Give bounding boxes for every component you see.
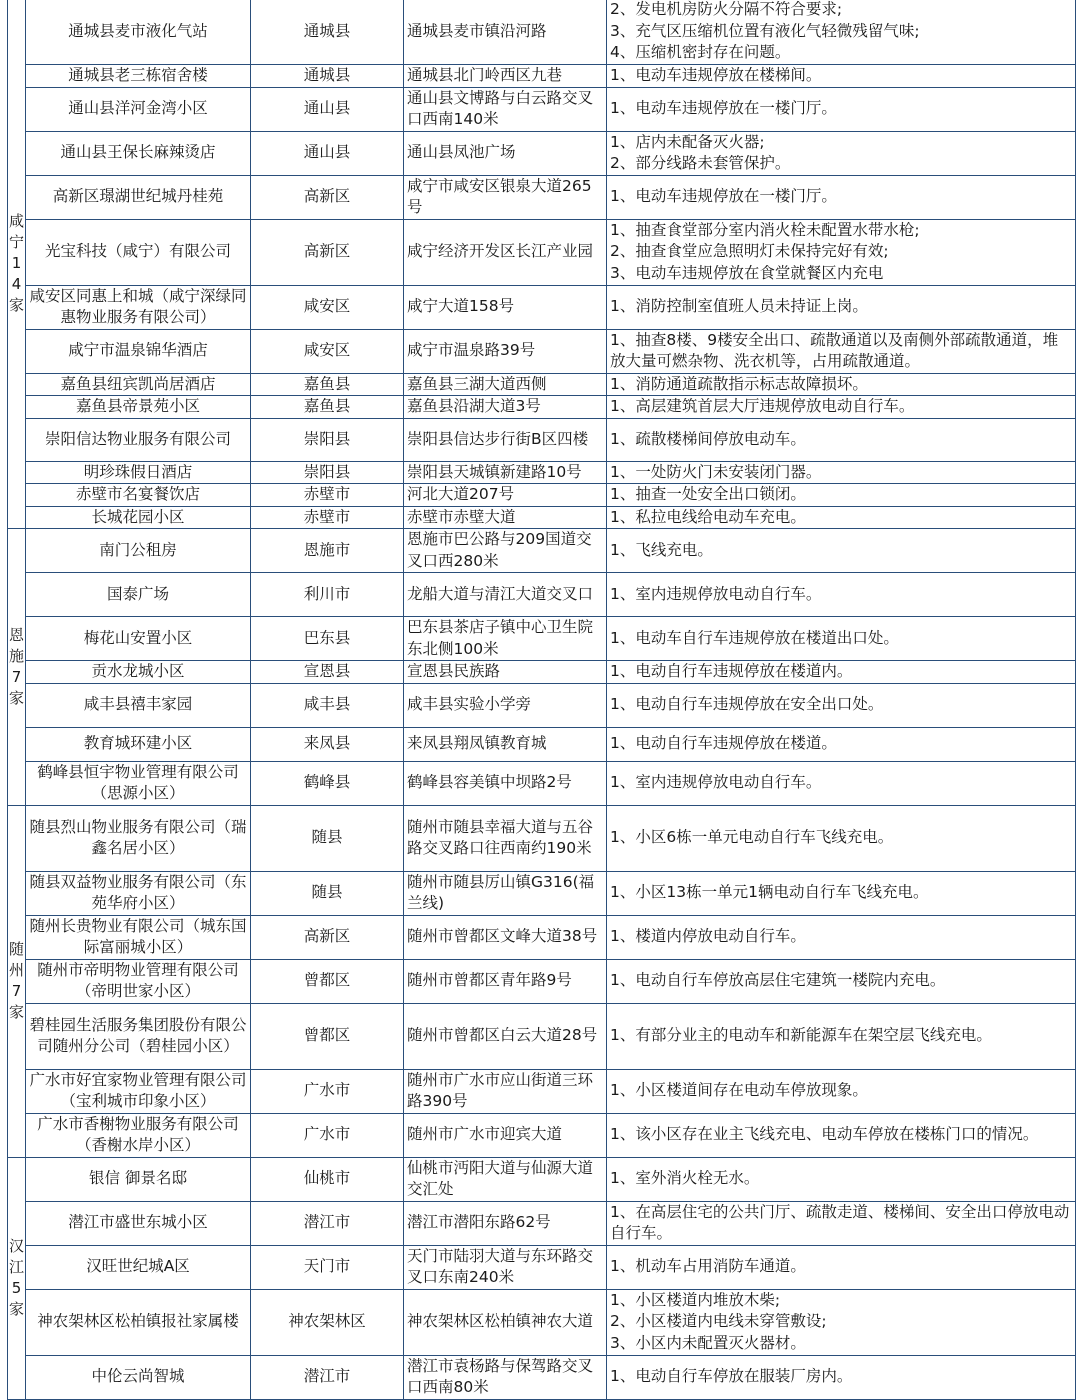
table-row — [8, 915, 1076, 959]
county-cell: 高新区 — [251, 219, 404, 285]
unit-name-cell: 咸安区同惠上和城（咸宁深绿同惠物业服务有限公司） — [26, 285, 251, 329]
address-cell: 赤壁市赤壁大道 — [404, 506, 607, 529]
issues-cell: 1、电动车自行车违规停放在楼道出口处。 — [607, 617, 1076, 661]
table-row — [8, 871, 1076, 915]
unit-name-cell: 通山县洋河金湾小区 — [26, 87, 251, 131]
table-row — [8, 461, 1076, 484]
issues-cell: 1、疏散楼梯间停放电动车。 — [607, 418, 1076, 461]
address-cell: 崇阳县天城镇新建路10号 — [404, 461, 607, 484]
unit-name-cell: 崇阳信达物业服务有限公司 — [26, 418, 251, 461]
unit-name-cell: 银信 御景名邸 — [26, 1157, 251, 1201]
table-row — [8, 219, 1076, 285]
table-row — [8, 175, 1076, 219]
table-row — [8, 1201, 1076, 1245]
unit-name-cell: 碧桂园生活服务集团股份有限公司随州分公司（碧桂园小区） — [26, 1003, 251, 1069]
county-cell: 通城县 — [251, 65, 404, 88]
issues-cell: 1、电动自行车违规停放在安全出口处。 — [607, 683, 1076, 727]
table-row — [8, 506, 1076, 529]
table-row — [8, 418, 1076, 461]
address-cell: 随州市曾都区文峰大道38号 — [404, 915, 607, 959]
unit-name-cell: 通城县麦市液化气站 — [26, 0, 251, 65]
address-cell: 潜江市潜阳东路62号 — [404, 1201, 607, 1245]
county-cell: 神农架林区 — [251, 1289, 404, 1355]
address-cell: 宣恩县民族路 — [404, 661, 607, 684]
address-cell: 通山县凤池广场 — [404, 131, 607, 175]
table-row — [8, 959, 1076, 1003]
table-row — [8, 131, 1076, 175]
address-cell: 随州市曾都区青年路9号 — [404, 959, 607, 1003]
issues-cell: 1、室外消火栓无水。 — [607, 1157, 1076, 1201]
table-row — [8, 1245, 1076, 1289]
county-cell: 利川市 — [251, 573, 404, 617]
county-cell: 嘉鱼县 — [251, 373, 404, 396]
county-cell: 咸丰县 — [251, 683, 404, 727]
issues-cell: 1、消防控制室值班人员未持证上岗。 — [607, 285, 1076, 329]
region-cell — [8, 0, 26, 529]
address-cell: 通城县北门岭西区九巷 — [404, 65, 607, 88]
issues-cell: 1、小区6栋一单元电动自行车飞线充电。 — [607, 805, 1076, 871]
region-label: 恩施7家 — [8, 625, 24, 707]
county-cell: 广水市 — [251, 1069, 404, 1113]
address-cell: 通山县文博路与白云路交叉口西南140米 — [404, 87, 607, 131]
inspection-table — [7, 0, 1076, 1400]
unit-name-cell: 汉旺世纪城A区 — [26, 1245, 251, 1289]
unit-name-cell: 贡水龙城小区 — [26, 661, 251, 684]
address-cell: 随州市曾都区白云大道28号 — [404, 1003, 607, 1069]
table-row — [8, 87, 1076, 131]
address-cell: 通城县麦市镇沿河路 — [404, 0, 607, 65]
county-cell: 通山县 — [251, 87, 404, 131]
issues-cell: 1、抽查8楼、9楼安全出口、疏散通道以及南侧外部疏散通道，堆放大量可燃杂物、洗衣机等，占用疏散通道。 — [607, 329, 1076, 373]
county-cell: 仙桃市 — [251, 1157, 404, 1201]
unit-name-cell: 通山县王保长麻辣烫店 — [26, 131, 251, 175]
table-row — [8, 529, 1076, 573]
unit-name-cell: 高新区璟湖世纪城丹桂苑 — [26, 175, 251, 219]
issues-cell: 1、消防通道疏散指示标志故障损坏。 — [607, 373, 1076, 396]
unit-name-cell: 随州市帝明物业管理有限公司（帝明世家小区） — [26, 959, 251, 1003]
table-row — [8, 484, 1076, 507]
region-cell — [8, 1157, 26, 1399]
address-cell: 嘉鱼县三湖大道西侧 — [404, 373, 607, 396]
region-cell — [8, 529, 26, 806]
county-cell: 宣恩县 — [251, 661, 404, 684]
table-row — [8, 761, 1076, 805]
unit-name-cell: 神农架林区松柏镇报社家属楼 — [26, 1289, 251, 1355]
county-cell: 广水市 — [251, 1113, 404, 1157]
unit-name-cell: 随县双益物业服务有限公司（东苑华府小区） — [26, 871, 251, 915]
table-row — [8, 617, 1076, 661]
address-cell: 潜江市袁杨路与保驾路交叉口西南80米 — [404, 1355, 607, 1399]
table-row — [8, 573, 1076, 617]
issues-cell: 1、室内违规停放电动自行车。 — [607, 573, 1076, 617]
county-cell: 潜江市 — [251, 1355, 404, 1399]
issues-cell: 1、抽查一处安全出口锁闭。 — [607, 484, 1076, 507]
county-cell: 高新区 — [251, 175, 404, 219]
issues-cell: 1、电动自行车违规停放在楼道内。 — [607, 661, 1076, 684]
unit-name-cell: 随州长贵物业有限公司（城东国际富丽城小区） — [26, 915, 251, 959]
table-row — [8, 1003, 1076, 1069]
county-cell: 嘉鱼县 — [251, 396, 404, 419]
unit-name-cell: 通城县老三栋宿舍楼 — [26, 65, 251, 88]
unit-name-cell: 梅花山安置小区 — [26, 617, 251, 661]
county-cell: 咸安区 — [251, 285, 404, 329]
unit-name-cell: 嘉鱼县纽宾凯尚居酒店 — [26, 373, 251, 396]
unit-name-cell: 广水市香榭物业服务有限公司（香榭水岸小区） — [26, 1113, 251, 1157]
county-cell: 崇阳县 — [251, 418, 404, 461]
issues-cell: 1、机动车占用消防车通道。 — [607, 1245, 1076, 1289]
unit-name-cell: 教育城环建小区 — [26, 727, 251, 761]
address-cell: 恩施市巴公路与209国道交叉口西280米 — [404, 529, 607, 573]
table-row — [8, 1289, 1076, 1355]
address-cell: 巴东县茶店子镇中心卫生院东北侧100米 — [404, 617, 607, 661]
county-cell: 来凤县 — [251, 727, 404, 761]
county-cell: 恩施市 — [251, 529, 404, 573]
table-row — [8, 1069, 1076, 1113]
issues-cell: 1、电动车违规停放在楼梯间。 — [607, 65, 1076, 88]
address-cell: 龙船大道与清江大道交叉口 — [404, 573, 607, 617]
issues-cell: 1、电动车违规停放在一楼门厅。 — [607, 175, 1076, 219]
issues-cell: 1、室内违规停放电动自行车。 — [607, 761, 1076, 805]
region-label: 随州7家 — [8, 940, 24, 1021]
county-cell: 高新区 — [251, 915, 404, 959]
county-cell: 巴东县 — [251, 617, 404, 661]
issues-cell: 1、高层建筑首层大厅违规停放电动自行车。 — [607, 396, 1076, 419]
table-row — [8, 329, 1076, 373]
issues-cell: 1、私拉电线给电动车充电。 — [607, 506, 1076, 529]
address-cell: 天门市陆羽大道与东环路交叉口东南240米 — [404, 1245, 607, 1289]
unit-name-cell: 长城花园小区 — [26, 506, 251, 529]
region-cell — [8, 805, 26, 1157]
table-row — [8, 285, 1076, 329]
county-cell: 随县 — [251, 871, 404, 915]
issues-cell: 1、小区楼道内堆放木柴; 2、小区楼道内电线未穿管敷设; 3、小区内未配置灭火器材。 — [607, 1289, 1076, 1355]
issues-cell: 1、电动自行车停放高层住宅建筑一楼院内充电。 — [607, 959, 1076, 1003]
county-cell: 崇阳县 — [251, 461, 404, 484]
address-cell: 神农架林区松柏镇神农大道 — [404, 1289, 607, 1355]
unit-name-cell: 南门公租房 — [26, 529, 251, 573]
county-cell: 咸安区 — [251, 329, 404, 373]
address-cell: 嘉鱼县沿湖大道3号 — [404, 396, 607, 419]
table-row — [8, 1113, 1076, 1157]
table-row — [8, 805, 1076, 871]
table-row — [8, 65, 1076, 88]
unit-name-cell: 国泰广场 — [26, 573, 251, 617]
table-row — [8, 1355, 1076, 1399]
unit-name-cell: 潜江市盛世东城小区 — [26, 1201, 251, 1245]
issues-cell: 1、飞线充电。 — [607, 529, 1076, 573]
address-cell: 咸宁经济开发区长江产业园 — [404, 219, 607, 285]
unit-name-cell: 赤壁市名宴餐饮店 — [26, 484, 251, 507]
county-cell: 曾都区 — [251, 1003, 404, 1069]
table-row — [8, 396, 1076, 419]
address-cell: 来凤县翔凤镇教育城 — [404, 727, 607, 761]
issues-cell: 1、有部分业主的电动车和新能源车在架空层飞线充电。 — [607, 1003, 1076, 1069]
address-cell: 河北大道207号 — [404, 484, 607, 507]
address-cell: 鹤峰县容美镇中坝路2号 — [404, 761, 607, 805]
table-row — [8, 0, 1076, 65]
inspection-table-body — [8, 0, 1076, 1399]
unit-name-cell: 光宝科技（咸宁）有限公司 — [26, 219, 251, 285]
region-label: 汉江5家 — [8, 1237, 24, 1318]
county-cell: 潜江市 — [251, 1201, 404, 1245]
county-cell: 赤壁市 — [251, 484, 404, 507]
county-cell: 赤壁市 — [251, 506, 404, 529]
county-cell: 通城县 — [251, 0, 404, 65]
address-cell: 随州市广水市迎宾大道 — [404, 1113, 607, 1157]
unit-name-cell: 嘉鱼县帝景苑小区 — [26, 396, 251, 419]
address-cell: 仙桃市沔阳大道与仙源大道交汇处 — [404, 1157, 607, 1201]
unit-name-cell: 咸丰县禧丰家园 — [26, 683, 251, 727]
table-row — [8, 683, 1076, 727]
issues-cell: 1、电动车违规停放在一楼门厅。 — [607, 87, 1076, 131]
address-cell: 随州市随县幸福大道与五谷路交叉路口往西南约190米 — [404, 805, 607, 871]
unit-name-cell: 咸宁市温泉锦华酒店 — [26, 329, 251, 373]
issues-cell: 1、小区楼道间存在电动车停放现象。 — [607, 1069, 1076, 1113]
county-cell: 曾都区 — [251, 959, 404, 1003]
table-row — [8, 373, 1076, 396]
unit-name-cell: 广水市好宜家物业管理有限公司（宝利城市印象小区） — [26, 1069, 251, 1113]
address-cell: 崇阳县信达步行街B区四楼 — [404, 418, 607, 461]
issues-cell: 1、抽查食堂部分室内消火栓未配置水带水枪; 2、抽查食堂应急照明灯未保持完好有效; 3、电动车违规停放在食堂就餐区内充电 — [607, 219, 1076, 285]
address-cell: 随州市随县厉山镇G316(福兰线) — [404, 871, 607, 915]
unit-name-cell: 鹤峰县恒宇物业管理有限公司（思源小区） — [26, 761, 251, 805]
address-cell: 咸丰县实验小学旁 — [404, 683, 607, 727]
issues-cell: 2、发电机房防火分隔不符合要求; 3、充气区压缩机位置有液化气轻微残留气味; 4、压缩机密封存在问题。 — [607, 0, 1076, 65]
unit-name-cell: 随县烈山物业服务有限公司（瑞鑫名居小区） — [26, 805, 251, 871]
issues-cell: 1、小区13栋一单元1辆电动自行车飞线充电。 — [607, 871, 1076, 915]
table-row — [8, 661, 1076, 684]
table-row — [8, 1157, 1076, 1201]
issues-cell: 1、该小区存在业主飞线充电、电动车停放在楼栋门口的情况。 — [607, 1113, 1076, 1157]
county-cell: 鹤峰县 — [251, 761, 404, 805]
unit-name-cell: 中伦云尚智城 — [26, 1355, 251, 1399]
issues-cell: 1、电动自行车停放在服装厂房内。 — [607, 1355, 1076, 1399]
address-cell: 随州市广水市应山街道三环路390号 — [404, 1069, 607, 1113]
issues-cell: 1、一处防火门未安装闭门器。 — [607, 461, 1076, 484]
county-cell: 天门市 — [251, 1245, 404, 1289]
issues-cell: 1、楼道内停放电动自行车。 — [607, 915, 1076, 959]
address-cell: 咸宁市咸安区银泉大道265号 — [404, 175, 607, 219]
issues-cell: 1、在高层住宅的公共门厅、疏散走道、楼梯间、安全出口停放电动自行车。 — [607, 1201, 1076, 1245]
table-row — [8, 727, 1076, 761]
issues-cell: 1、店内未配备灭火器; 2、部分线路未套管保护。 — [607, 131, 1076, 175]
address-cell: 咸宁市温泉路39号 — [404, 329, 607, 373]
county-cell: 随县 — [251, 805, 404, 871]
issues-cell: 1、电动自行车违规停放在楼道。 — [607, 727, 1076, 761]
address-cell: 咸宁大道158号 — [404, 285, 607, 329]
region-label: 咸宁14家 — [8, 212, 24, 314]
unit-name-cell: 明珍珠假日酒店 — [26, 461, 251, 484]
county-cell: 通山县 — [251, 131, 404, 175]
